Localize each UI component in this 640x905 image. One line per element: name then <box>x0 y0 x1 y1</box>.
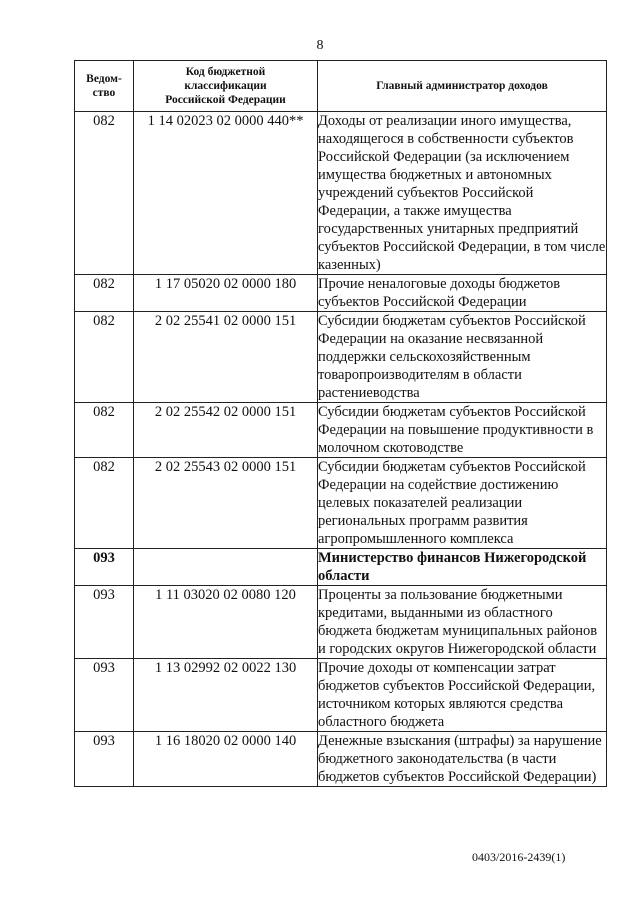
header-budget-code: Код бюджетной классификации Российской Федерации <box>134 61 318 112</box>
table-row <box>75 659 607 732</box>
department-cell: 093 <box>75 549 134 586</box>
revenue-description-cell: Прочие неналоговые доходы бюджетов субъектов Российской Федерации <box>318 275 607 312</box>
revenue-description-cell: Субсидии бюджетам субъектов Российской Федерации на повышение продуктивности в молочном скотоводстве <box>318 403 607 458</box>
table-row <box>75 586 607 659</box>
budget-code-cell: 2 02 25543 02 0000 151 <box>134 458 318 549</box>
document-code: 0403/2016-2439(1) <box>472 850 566 864</box>
budget-code-cell: 1 16 18020 02 0000 140 <box>134 732 318 787</box>
department-cell: 082 <box>75 112 134 275</box>
table-row <box>75 732 607 787</box>
budget-code-cell: 1 11 03020 02 0080 120 <box>134 586 318 659</box>
budget-code-cell: 1 17 05020 02 0000 180 <box>134 275 318 312</box>
table-row <box>75 403 607 458</box>
department-cell: 093 <box>75 586 134 659</box>
table-body <box>75 112 607 787</box>
department-cell: 093 <box>75 732 134 787</box>
revenue-description-cell: Субсидии бюджетам субъектов Российской Федерации на оказание несвязанной поддержки сельскохозяйственным товаропроизводителям в области растениеводства <box>318 312 607 403</box>
table-row <box>75 112 607 275</box>
department-cell: 093 <box>75 659 134 732</box>
revenue-description-cell: Доходы от реализации иного имущества, находящегося в собственности субъектов Российской Федерации (за исключением имущества бюджетных и автономных учреждений субъектов Российской Федерации, а также имущества государственных унитарных предприятий субъектов Российской Федерации, в том числе казенных) <box>318 113 606 273</box>
department-cell: 082 <box>75 312 134 403</box>
revenue-description-cell: Прочие доходы от компенсации затрат бюджетов субъектов Российской Федерации, источником которых являются средства областного бюджета <box>318 659 607 732</box>
revenue-description-cell: Министерство финансов Нижегородской области <box>318 549 607 586</box>
table-header-row <box>75 61 607 112</box>
table-row <box>75 549 607 586</box>
budget-code-cell <box>134 549 318 586</box>
revenue-description-cell: Субсидии бюджетам субъектов Российской Федерации на содействие достижению целевых показателей реализации региональных программ развития агропромышленного комплекса <box>318 458 607 549</box>
revenue-administrators-table <box>74 60 607 787</box>
department-cell: 082 <box>75 275 134 312</box>
department-cell: 082 <box>75 458 134 549</box>
table-row <box>75 275 607 312</box>
budget-code-cell: 1 14 02023 02 0000 440** <box>134 112 318 275</box>
budget-code-cell: 2 02 25542 02 0000 151 <box>134 403 318 458</box>
revenue-description-cell: Проценты за пользование бюджетными кредитами, выданными из областного бюджета бюджетам муниципальных районов и городских округов Нижегородской области <box>318 586 607 659</box>
table-row <box>75 458 607 549</box>
department-cell: 082 <box>75 403 134 458</box>
revenue-description-cell: Денежные взыскания (штрафы) за нарушение бюджетного законодательства (в части бюджетов субъектов Российской Федерации) <box>318 732 607 787</box>
budget-code-cell: 1 13 02992 02 0022 130 <box>134 659 318 732</box>
page-number: 8 <box>316 38 324 53</box>
header-department: Ведом- ство <box>75 61 134 112</box>
table-row <box>75 312 607 403</box>
header-administrator: Главный администратор доходов <box>318 61 607 112</box>
budget-code-cell: 2 02 25541 02 0000 151 <box>134 312 318 403</box>
